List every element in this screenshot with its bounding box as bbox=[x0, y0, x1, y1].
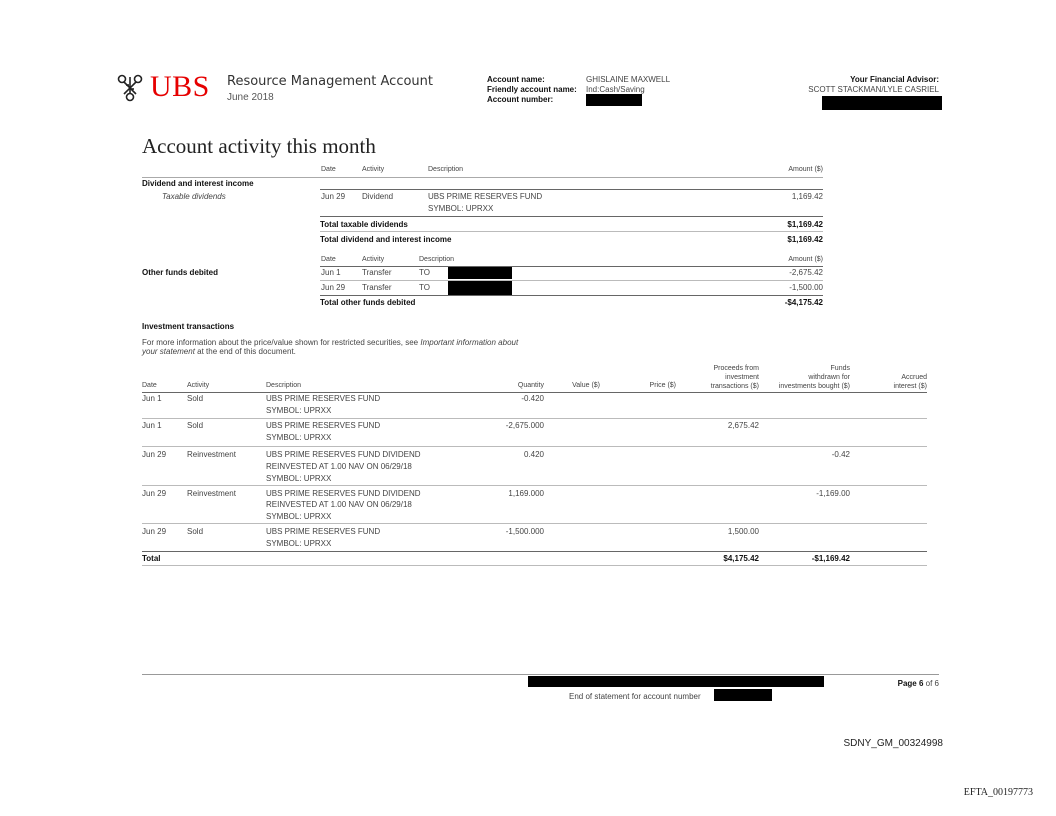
inv-desc1: UBS PRIME RESERVES FUND bbox=[266, 394, 381, 403]
row-symbol: SYMBOL: UPRXX bbox=[428, 204, 494, 213]
col-activity: Activity bbox=[362, 256, 385, 263]
advisor-label: Your Financial Advisor: bbox=[850, 75, 939, 84]
account-name-value: GHISLAINE MAXWELL bbox=[586, 75, 671, 84]
inv-date: Jun 1 bbox=[142, 394, 162, 403]
col-accrued bbox=[894, 373, 927, 391]
row-description: TO bbox=[419, 268, 430, 277]
total-other-label: Total other funds debited bbox=[320, 298, 416, 307]
advisor-value: SCOTT STACKMAN/LYLE CASRIEL bbox=[808, 85, 939, 94]
divider bbox=[142, 523, 927, 524]
row-date: Jun 1 bbox=[321, 268, 341, 277]
divider bbox=[142, 392, 927, 393]
divider bbox=[142, 418, 927, 419]
section-title: Account activity this month bbox=[142, 134, 376, 158]
col-funds-line3: investments bought ($) bbox=[778, 383, 850, 390]
redaction-block bbox=[714, 689, 772, 701]
col-accrued-line1: Accrued bbox=[901, 374, 927, 381]
col-proceeds-line2: investment bbox=[725, 374, 759, 381]
col-price: Price ($) bbox=[649, 382, 676, 389]
inv-desc2: SYMBOL: UPRXX bbox=[266, 539, 332, 548]
inv-date: Jun 29 bbox=[142, 489, 167, 498]
col-proceeds-line3: transactions ($) bbox=[710, 383, 759, 390]
page-of: of 6 bbox=[925, 679, 939, 688]
logo-text: UBS bbox=[150, 70, 210, 103]
row-amount: -1,500.00 bbox=[789, 283, 823, 292]
friendly-name-label: Friendly account name: bbox=[487, 85, 577, 94]
note-post: at the end of this document. bbox=[197, 347, 296, 356]
divider bbox=[142, 177, 823, 178]
note-italic: Important information about bbox=[420, 338, 519, 347]
total-other-value: -$4,175.42 bbox=[784, 298, 823, 307]
inv-proceeds: 2,675.42 bbox=[727, 421, 759, 430]
redaction-block bbox=[528, 676, 824, 687]
inv-desc1: UBS PRIME RESERVES FUND DIVIDEND bbox=[266, 450, 421, 459]
divider bbox=[142, 565, 927, 566]
total-div-value: $1,169.42 bbox=[787, 235, 823, 244]
inv-funds: -0.42 bbox=[831, 450, 850, 459]
col-proceeds bbox=[711, 364, 759, 391]
row-amount: 1,169.42 bbox=[791, 192, 823, 201]
col-amount: Amount ($) bbox=[788, 256, 823, 263]
col-description: Description bbox=[419, 256, 455, 263]
redaction-block bbox=[448, 267, 512, 279]
col-funds-line2: withdrawn for bbox=[808, 374, 850, 381]
investment-title: Investment transactions bbox=[142, 322, 235, 331]
col-accrued-line2: interest ($) bbox=[893, 383, 927, 390]
inv-desc1: UBS PRIME RESERVES FUND DIVIDEND bbox=[266, 489, 421, 498]
divider bbox=[142, 446, 927, 447]
inv-desc2: SYMBOL: UPRXX bbox=[266, 433, 332, 442]
inv-quantity: -0.420 bbox=[521, 394, 544, 403]
inv-total-label: Total bbox=[142, 554, 161, 563]
document-title: Resource Management Account bbox=[227, 74, 434, 89]
row-activity: Transfer bbox=[362, 283, 392, 292]
divider bbox=[320, 216, 823, 217]
col-amount: Amount ($) bbox=[788, 166, 823, 173]
account-number-label: Account number: bbox=[487, 95, 554, 104]
statement-period: June 2018 bbox=[227, 92, 274, 103]
bates-number: SDNY_GM_00324998 bbox=[843, 738, 943, 749]
inv-total-proceeds: $4,175.42 bbox=[723, 554, 759, 563]
row-activity: Transfer bbox=[362, 268, 392, 277]
keys-logo-icon bbox=[113, 71, 147, 105]
row-activity: Dividend bbox=[362, 192, 394, 201]
row-date: Jun 29 bbox=[321, 283, 346, 292]
divider bbox=[320, 280, 823, 281]
note-pre: For more information about the price/value shown for restricted securities, see bbox=[142, 338, 419, 347]
inv-date: Jun 29 bbox=[142, 527, 167, 536]
redaction-block bbox=[448, 281, 512, 296]
page-indicator bbox=[898, 679, 939, 688]
divider bbox=[320, 266, 823, 267]
ubs-logo bbox=[113, 70, 210, 106]
col-description: Description bbox=[428, 166, 464, 173]
divider bbox=[142, 485, 927, 486]
inv-quantity: 1,169.000 bbox=[508, 489, 544, 498]
inv-desc2: REINVESTED AT 1.00 NAV ON 06/29/18 bbox=[266, 500, 412, 509]
inv-desc3: SYMBOL: UPRXX bbox=[266, 474, 332, 483]
inv-desc2: REINVESTED AT 1.00 NAV ON 06/29/18 bbox=[266, 462, 412, 471]
inv-quantity: 0.420 bbox=[523, 450, 544, 459]
inv-funds: -1,169.00 bbox=[816, 489, 850, 498]
page-number: 6 bbox=[918, 679, 924, 688]
col-activity: Activity bbox=[187, 382, 210, 389]
inv-activity: Sold bbox=[187, 394, 204, 403]
redaction-block bbox=[822, 96, 942, 110]
row-amount: -2,675.42 bbox=[789, 268, 823, 277]
col-funds bbox=[779, 364, 850, 391]
col-proceeds-line1: Proceeds from bbox=[713, 365, 759, 372]
row-description: TO bbox=[419, 283, 430, 292]
col-date: Date bbox=[321, 256, 336, 263]
inv-activity: Reinvestment bbox=[187, 489, 236, 498]
redaction-block bbox=[586, 94, 642, 106]
sub-label: Taxable dividends bbox=[162, 192, 226, 201]
col-quantity: Quantity bbox=[517, 382, 544, 389]
inv-activity: Sold bbox=[187, 421, 204, 430]
row-description: UBS PRIME RESERVES FUND bbox=[428, 192, 543, 201]
divider bbox=[320, 231, 823, 232]
group-label: Dividend and interest income bbox=[142, 179, 254, 188]
inv-proceeds: 1,500.00 bbox=[727, 527, 759, 536]
total-taxable-label: Total taxable dividends bbox=[320, 220, 408, 229]
note-italic2: your statement bbox=[142, 347, 195, 356]
friendly-name-value: Ind:Cash/Saving bbox=[586, 85, 645, 94]
inv-activity: Reinvestment bbox=[187, 450, 236, 459]
inv-desc2: SYMBOL: UPRXX bbox=[266, 406, 332, 415]
inv-quantity: -1,500.000 bbox=[505, 527, 544, 536]
inv-activity: Sold bbox=[187, 527, 204, 536]
account-name-label: Account name: bbox=[487, 75, 545, 84]
total-taxable-value: $1,169.42 bbox=[787, 220, 823, 229]
col-description: Description bbox=[266, 382, 302, 389]
col-date: Date bbox=[142, 382, 157, 389]
divider bbox=[320, 295, 823, 296]
col-value: Value ($) bbox=[572, 382, 600, 389]
investment-note bbox=[142, 338, 542, 356]
page-label: Page bbox=[897, 679, 917, 688]
inv-desc1: UBS PRIME RESERVES FUND bbox=[266, 421, 381, 430]
inv-quantity: -2,675.000 bbox=[505, 421, 544, 430]
end-of-statement: End of statement for account number bbox=[569, 692, 701, 701]
footer-divider bbox=[142, 674, 939, 675]
col-date: Date bbox=[321, 166, 336, 173]
inv-date: Jun 29 bbox=[142, 450, 167, 459]
col-funds-line1: Funds bbox=[830, 365, 850, 372]
divider bbox=[142, 551, 927, 552]
inv-date: Jun 1 bbox=[142, 421, 162, 430]
divider bbox=[320, 189, 823, 190]
total-div-label: Total dividend and interest income bbox=[320, 235, 452, 244]
row-date: Jun 29 bbox=[321, 192, 346, 201]
efta-number: EFTA_00197773 bbox=[963, 787, 1033, 798]
group-label: Other funds debited bbox=[142, 268, 218, 277]
inv-desc1: UBS PRIME RESERVES FUND bbox=[266, 527, 381, 536]
inv-total-funds: -$1,169.42 bbox=[811, 554, 850, 563]
inv-desc3: SYMBOL: UPRXX bbox=[266, 512, 332, 521]
col-activity: Activity bbox=[362, 166, 385, 173]
